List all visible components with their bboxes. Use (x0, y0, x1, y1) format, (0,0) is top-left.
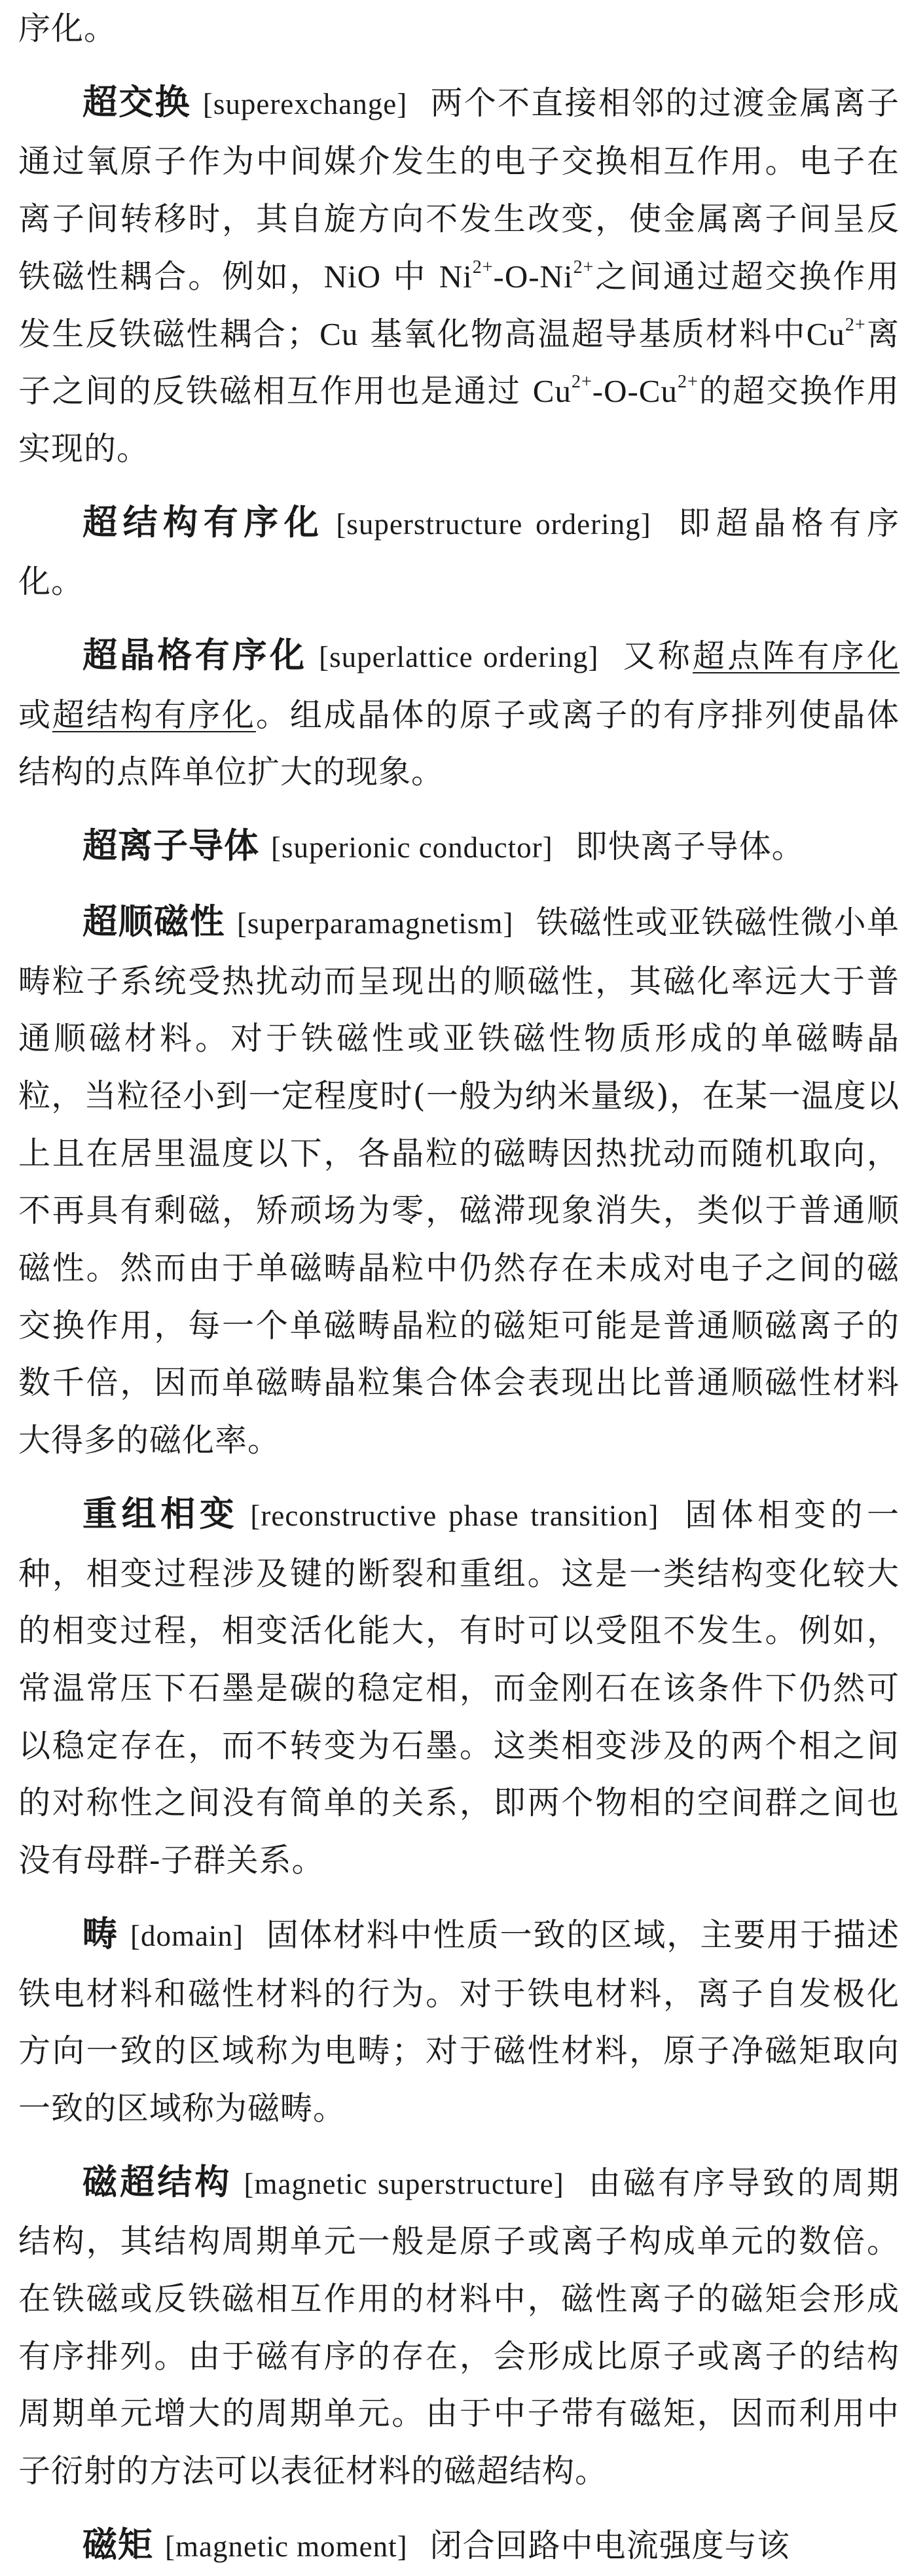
entry-superparamagnetism (18, 893, 900, 1469)
entry-term: 畴 (82, 1914, 118, 1954)
entry-english: superexchange (213, 87, 397, 120)
entry-text: 。组成晶体的原子或离子的有序排列使晶体结构的点阵单位扩大的现象。 (18, 696, 900, 791)
charge-superscript: 2+ (571, 372, 592, 393)
dictionary-page (18, 0, 900, 2576)
charge-superscript: 2+ (677, 372, 699, 393)
entry-text: 中 (381, 257, 439, 295)
bracket-open: [ (319, 641, 330, 674)
entry-text: 两个不直接相邻的过渡金属离子通过氧原子作为中间媒介发生的电子交换相互作用。电子在离子间转移时，其自旋方向不发生改变，使金属离子间呈反铁磁性耦合。例如， (18, 84, 900, 295)
formula-cu: Cu (806, 315, 845, 352)
entry-english: superlattice ordering (329, 641, 589, 674)
intro-fragment (18, 0, 900, 58)
charge-superscript: 2+ (845, 314, 866, 335)
bracket-close: ] (553, 2167, 564, 2200)
entry-term: 超交换 (82, 82, 191, 122)
entry-superstructure-ordering (18, 494, 900, 611)
bracket-open: [ (271, 831, 282, 865)
entry-text: 闭合回路中电流强度与该 (429, 2526, 790, 2564)
cross-reference-link[interactable]: 超点阵有序化 (693, 637, 900, 675)
bracket-open: [ (336, 507, 347, 541)
formula-cu-word: Cu (319, 315, 359, 352)
entry-english: superionic conductor (282, 831, 543, 865)
bracket-close: ] (232, 1919, 244, 1952)
entry-english: domain (140, 1919, 233, 1952)
entry-text: 即超晶格有序化。 (18, 504, 900, 601)
bracket-open: [ (237, 906, 248, 940)
entry-term: 重组相变 (82, 1494, 239, 1534)
bracket-close: ] (397, 87, 408, 120)
cross-reference-link[interactable]: 超结构有序化 (52, 696, 256, 734)
entry-english: magnetic superstructure (254, 2167, 554, 2200)
formula-cu: Cu (532, 373, 572, 410)
entry-term: 磁超结构 (82, 2162, 232, 2202)
entry-text: 之间通过超交换作用发生反铁磁性耦合； (18, 257, 900, 353)
entry-english: reconstructive phase transition (261, 1499, 649, 1532)
entry-magnetic-superstructure (18, 2154, 900, 2500)
charge-superscript: 2+ (472, 257, 494, 277)
entry-text: 离子之间的反铁磁相互作用也是通过 (18, 315, 900, 410)
entry-superexchange (18, 74, 900, 478)
bracket-open: [ (130, 1919, 141, 1952)
entry-term: 超结构有序化 (82, 502, 325, 543)
intro-fragment-text: 序化。 (18, 10, 117, 47)
entry-english: superstructure ordering (346, 507, 641, 541)
formula-o-ni: -O-Ni (493, 258, 573, 295)
formula-nio: NiO (323, 258, 382, 295)
bracket-close: ] (503, 906, 514, 940)
bracket-close: ] (640, 507, 651, 541)
entry-text: 的超交换作用实现的。 (18, 372, 900, 467)
entry-superlattice-ordering (18, 627, 900, 801)
bracket-close: ] (542, 831, 553, 865)
entry-text: 固体材料中性质一致的区域，主要用于描述铁电材料和磁性材料的行为。对于铁电材料，离子自发极化方向一致的区域称为电畴；对于磁性材料，原子净磁矩取向一致的区域称为磁畴。 (18, 1916, 900, 2127)
entry-english: magnetic moment (175, 2530, 397, 2563)
entry-english: superparamagnetism (247, 906, 503, 940)
entry-text: 基氧化物高温超导基质材料中 (358, 315, 807, 353)
entry-term: 磁矩 (82, 2524, 153, 2565)
entry-text: 铁磁性或亚铁磁性微小单畴粒子系统受热扰动而呈现出的顺磁性，其磁化率远大于普通顺磁材料。对于铁磁性或亚铁磁性物质形成的单磁畴晶粒，当粒径小到一定程度时(一般为纳米量级)，在某一温度以上且在居里温度以下，各晶粒的磁畴因热扰动而随机取向，不再具有剩磁，矫顽场为零，磁滞现象消失，类似于普通顺磁性。然而由于单磁畴晶粒中仍然存在未成对电子之间的磁交换作用，每一个单磁畴晶粒的磁矩可能是普通顺磁离子的数千倍，因而单磁畴晶粒集合体会表现出比普通顺磁性材料大得多的磁化率。 (18, 903, 900, 1459)
entry-term: 超晶格有序化 (82, 635, 308, 676)
bracket-open: [ (250, 1499, 261, 1532)
entry-domain (18, 1906, 900, 2138)
formula-o-cu: -O-Cu (592, 373, 678, 410)
bracket-open: [ (165, 2530, 175, 2563)
entry-text: 又称 (621, 637, 693, 675)
entry-term: 超顺磁性 (82, 901, 226, 942)
entry-superionic-conductor (18, 817, 900, 877)
entry-magnetic-moment (18, 2516, 900, 2576)
entry-text: 固体相变的一种，相变过程涉及键的断裂和重组。这是一类结构变化较大的相变过程，相变活化能大，有时可以受阻不发生。例如，常温常压下石墨是碳的稳定相，而金刚石在该条件下仍然可以稳定存在，而不转变为石墨。这类相变涉及的两个相之间的对称性之间没有简单的关系，即两个物相的空间群之间也没有母群-子群关系。 (18, 1495, 900, 1880)
bracket-close: ] (397, 2530, 408, 2563)
bracket-close: ] (588, 641, 599, 674)
bracket-open: [ (202, 87, 213, 120)
entry-text: 或 (18, 696, 52, 734)
bracket-open: [ (244, 2167, 255, 2200)
entry-text: 由磁有序导致的周期结构，其结构周期单元一般是原子或离子构成单元的数倍。在铁磁或反铁磁相互作用的材料中，磁性离子的磁矩会形成有序排列。由于磁有序的存在，会形成比原子或离子的结构周期单元增大的周期单元。由于中子带有磁矩，因而利用中子衍射的方法可以表征材料的磁超结构。 (18, 2164, 900, 2490)
entry-reconstructive-phase-transition (18, 1486, 900, 1889)
formula-ni: Ni (439, 258, 473, 295)
entry-term: 超离子导体 (82, 826, 259, 867)
bracket-close: ] (648, 1499, 659, 1532)
charge-superscript: 2+ (573, 257, 594, 277)
entry-text: 即快离子导体。 (575, 828, 805, 866)
